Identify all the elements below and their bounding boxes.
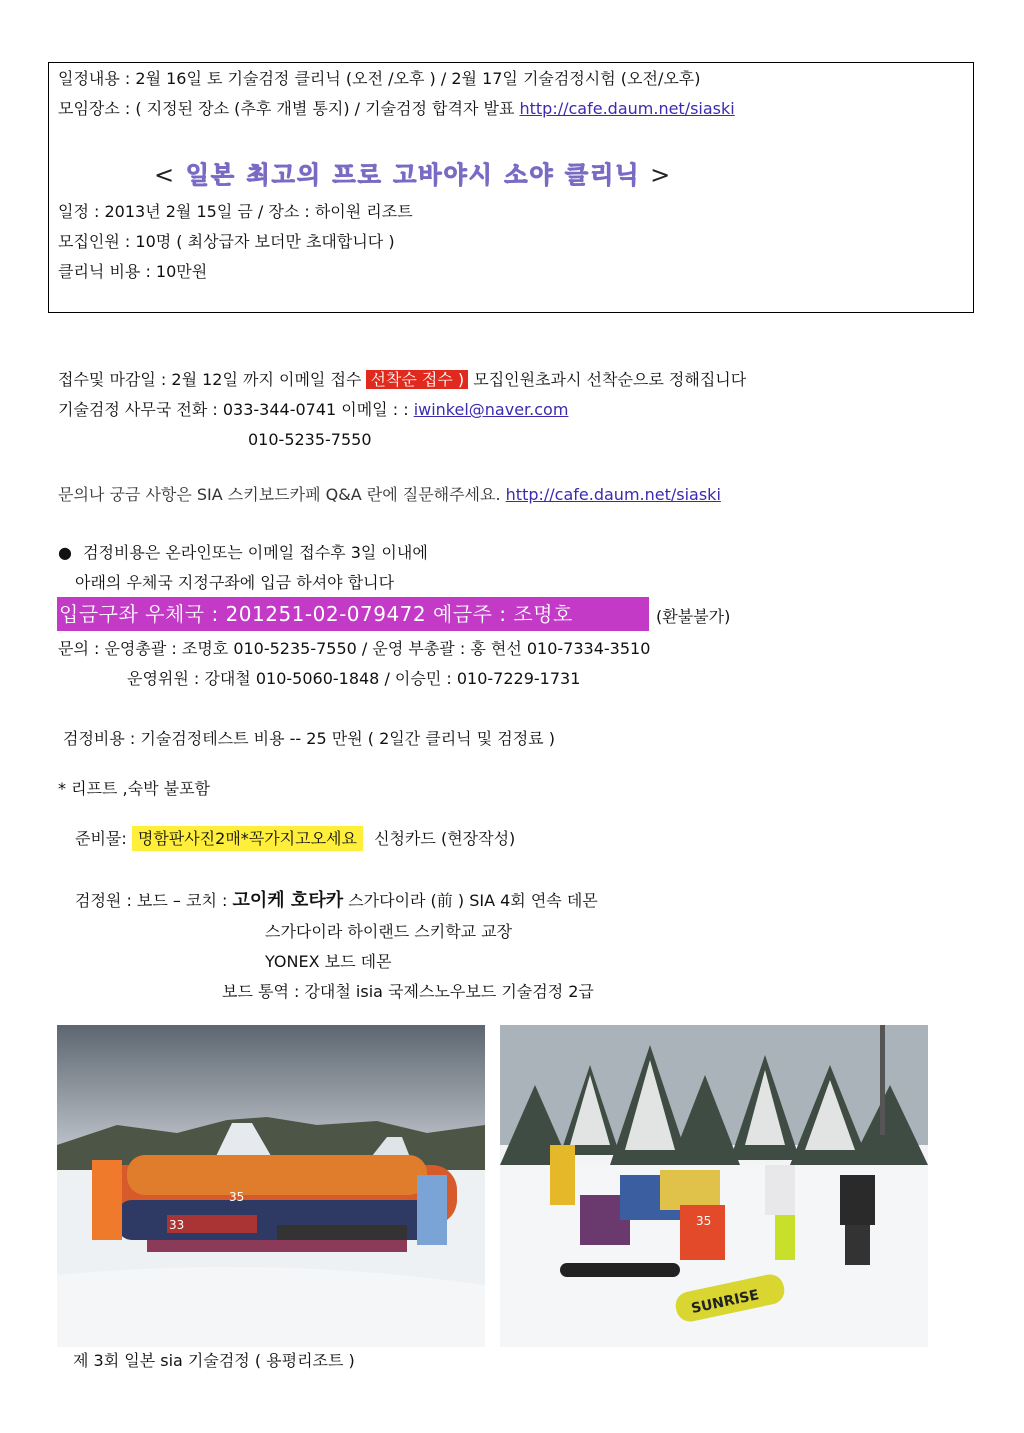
prep-label: 준비물:: [75, 829, 127, 848]
account-text: 입금구좌 우체국 : 201251-02-079472 예금주 : 조명호: [59, 602, 573, 626]
examiner-desc1: 스가다이라 (前 ) SIA 4회 연속 데몬: [343, 891, 598, 910]
examiner-name: 고이케 호타카: [232, 890, 344, 911]
cafe-link[interactable]: http://cafe.daum.net/siaski: [505, 485, 721, 504]
bib-number-35: 35: [229, 1190, 245, 1204]
contact-line2: 운영위원 : 강대철 010-5060-1848 / 이승민 : 010-7229-1731: [127, 669, 581, 688]
payment-line1: [58, 543, 428, 563]
office-line: [58, 400, 568, 420]
refund-note: (환불불가): [656, 607, 731, 626]
lesson-photo: [500, 1025, 928, 1347]
examiner-desc3: YONEX 보드 데몬: [265, 952, 392, 971]
venue-line: [58, 99, 735, 119]
deadline-suffix: 모집인원초과시 선착순으로 정해집니다: [468, 370, 747, 389]
payment-line2: 아래의 우체국 지정구좌에 입금 하셔야 합니다: [75, 573, 395, 592]
banner-close-bracket: >: [640, 161, 673, 189]
bib-number-33: 33: [169, 1218, 185, 1232]
right-bib-number: 35: [696, 1214, 712, 1228]
prep-highlight: 명함판사진2매*꼭가지고오세요: [132, 826, 363, 851]
inquiry-text: 문의나 궁금 사항은 SIA 스키보드카페 Q&A 란에 질문해주세요.: [58, 485, 506, 504]
fee-note: * 리프트 ,숙박 불포함: [58, 779, 210, 798]
results-link[interactable]: http://cafe.daum.net/siaski: [519, 99, 735, 118]
prep-suffix: 신청카드 (현장작성): [374, 829, 516, 848]
group-photo: [57, 1025, 485, 1347]
clinic-title: 일본 최고의 프로 고바야시 소야 클리닉: [185, 161, 641, 189]
office-text: 기술검정 사무국 전화 : 033-344-0741 이메일 : :: [58, 400, 414, 419]
office-phone2: 010-5235-7550: [248, 430, 372, 449]
first-come-badge: 선착순 접수 ): [366, 370, 468, 389]
translator-line: 보드 통역 : 강대철 isia 국제스노우보드 기술검정 2급: [222, 982, 594, 1001]
email-link[interactable]: iwinkel@naver.com: [413, 400, 569, 419]
photo-caption: 제 3회 일본 sia 기술검정 ( 용평리조트 ): [73, 1351, 355, 1370]
preparation-line: [75, 829, 515, 849]
account-banner: [57, 597, 649, 631]
inquiry-line: [58, 485, 721, 505]
bullet-icon: ●: [58, 543, 72, 562]
clinic-capacity-line: 모집인원 : 10명 ( 최상급자 보더만 초대합니다 ): [58, 232, 395, 251]
schedule-line: 일정내용 : 2월 16일 토 기술검정 클리닉 (오전 /오후 ) / 2월 17일 기술검정시험 (오전/오후): [58, 69, 701, 88]
fee-line: 검정비용 : 기술검정테스트 비용 -- 25 만원 ( 2일간 클리닉 및 검정료 ): [63, 729, 555, 748]
contact-line1: 문의 : 운영총괄 : 조명호 010-5235-7550 / 운영 부총괄 : 홍 현선 010-7334-3510: [58, 639, 651, 658]
clinic-fee-line: 클리닉 비용 : 10만원: [58, 262, 208, 281]
examiner-label: 검정원 : 보드 – 코치 :: [75, 891, 233, 910]
payment-text1: 검정비용은 온라인또는 이메일 접수후 3일 이내에: [83, 543, 428, 562]
board-brand-text: SUNRISE: [689, 1287, 761, 1318]
deadline-line: [58, 370, 746, 390]
clinic-date-line: 일정 : 2013년 2월 15일 금 / 장소 : 하이원 리조트: [58, 202, 413, 221]
deadline-text: 접수및 마감일 : 2월 12일 까지 이메일 접수: [58, 370, 367, 389]
examiner-line: [75, 891, 598, 911]
clinic-banner: [154, 160, 672, 190]
banner-open-bracket: <: [154, 161, 186, 189]
examiner-desc2: 스가다이라 하이랜드 스키학교 교장: [265, 922, 513, 941]
venue-text: 모임장소 : ( 지정된 장소 (추후 개별 통지) / 기술검정 합격자 발표: [58, 99, 520, 118]
